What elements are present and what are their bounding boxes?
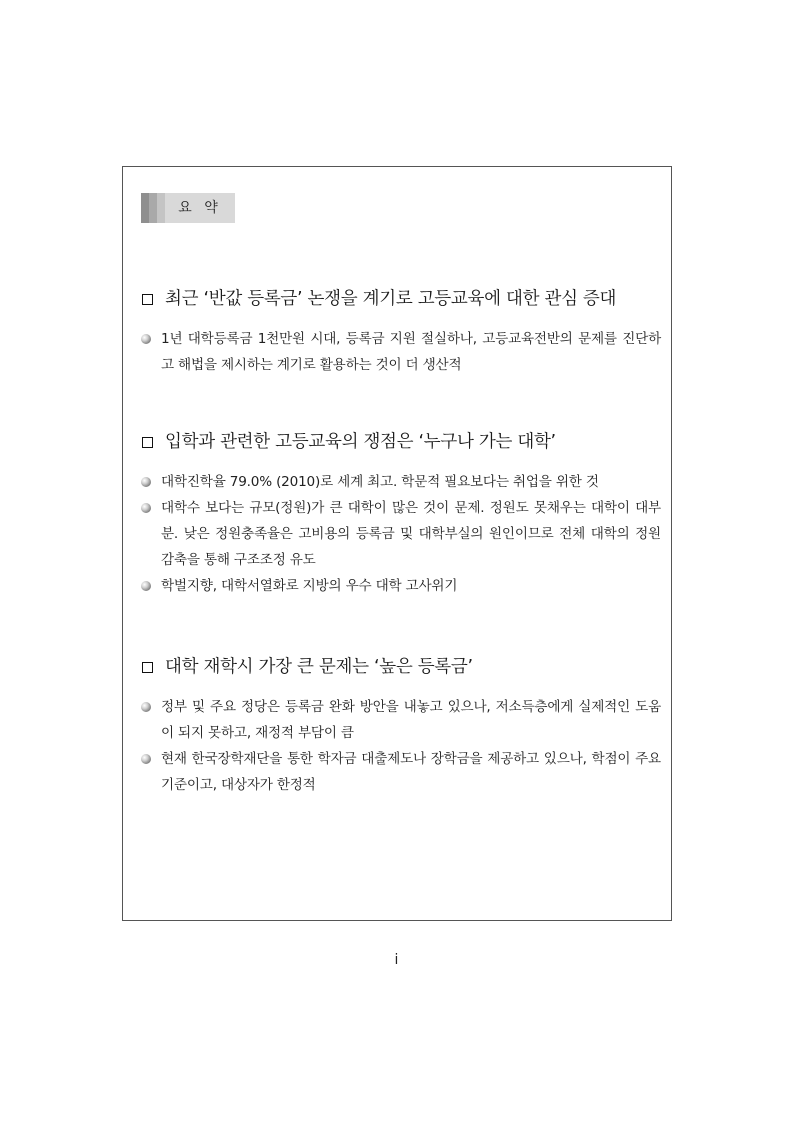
bullet-item: [141, 573, 661, 599]
bullet-list: [141, 469, 661, 599]
bullet-item: [141, 469, 661, 495]
section-title-text: 대학 재학시 가장 큰 문제는 ‘높은 등록금’: [165, 657, 473, 677]
page-number: i: [394, 952, 399, 968]
header-gradient-bar: [149, 193, 157, 223]
bullet-text: 정부 및 주요 정당은 등록금 완화 방안을 내놓고 있으나, 저소득층에게 실제적인 도움이 되지 못하고, 재정적 부담이 큼: [161, 699, 661, 741]
bullet-item: [141, 746, 661, 798]
bullet-text: 학벌지향, 대학서열화로 지방의 우수 대학 고사위기: [161, 578, 458, 594]
checkbox-bullet-icon: [142, 294, 153, 305]
sphere-bullet-icon: [141, 477, 151, 487]
bullet-list: [141, 326, 661, 378]
summary-section: [141, 429, 661, 599]
section-title: [141, 429, 661, 455]
section-title-text: 최근 ‘반값 등록금’ 논쟁을 계기로 고등교육에 대한 관심 증대: [165, 289, 617, 309]
bullet-item: [141, 326, 661, 378]
sphere-bullet-icon: [141, 581, 151, 591]
header-gradient-bar: [157, 193, 165, 223]
checkbox-bullet-icon: [142, 662, 153, 673]
sphere-bullet-icon: [141, 334, 151, 344]
bullet-text: 1년 대학등록금 1천만원 시대, 등록금 지원 절실하나, 고등교육전반의 문제를 진단하고 해법을 제시하는 계기로 활용하는 것이 더 생산적: [161, 331, 661, 373]
summary-section: [141, 286, 661, 378]
bullet-text: 대학수 보다는 규모(정원)가 큰 대학이 많은 것이 문제. 정원도 못채우는 대학이 대부분. 낮은 정원충족율은 고비용의 등록금 및 대학부실의 원인이므로 전체 대학의 정원 감축을 통해 구조조정 유도: [161, 500, 661, 568]
bullet-list: [141, 694, 661, 798]
sphere-bullet-icon: [141, 754, 151, 764]
sphere-bullet-icon: [141, 702, 151, 712]
bullet-text: 현재 한국장학재단을 통한 학자금 대출제도나 장학금을 제공하고 있으나, 학점이 주요 기준이고, 대상자가 한정적: [161, 751, 661, 793]
checkbox-bullet-icon: [142, 437, 153, 448]
section-title-text: 입학과 관련한 고등교육의 쟁점은 ‘누구나 가는 대학’: [165, 432, 556, 452]
bullet-item: [141, 495, 661, 573]
bullet-text: 대학진학율 79.0% (2010)로 세계 최고. 학문적 필요보다는 취업을 위한 것: [161, 474, 599, 490]
summary-header-label: 요 약: [165, 193, 235, 223]
summary-box: [122, 166, 672, 921]
section-title: [141, 654, 661, 680]
header-gradient-bar: [141, 193, 149, 223]
summary-section: [141, 654, 661, 798]
summary-header-tab: [141, 193, 235, 223]
sphere-bullet-icon: [141, 503, 151, 513]
bullet-item: [141, 694, 661, 746]
section-title: [141, 286, 661, 312]
